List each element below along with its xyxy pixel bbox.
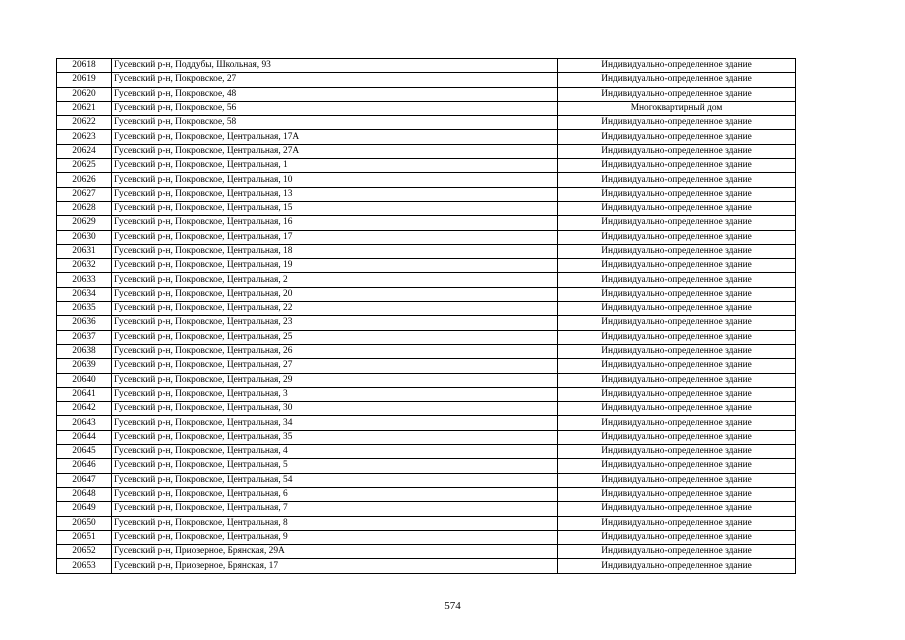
cell-type: Индивидуально-определенное здание [558,344,796,358]
cell-id: 20632 [57,259,112,273]
cell-type: Индивидуально-определенное здание [558,230,796,244]
table-row [57,330,796,344]
cell-address: Гусевский р-н, Покровское, Центральная, 1 [112,159,558,173]
cell-id: 20639 [57,359,112,373]
cell-id: 20648 [57,487,112,501]
cell-id: 20629 [57,216,112,230]
cell-type: Индивидуально-определенное здание [558,130,796,144]
cell-address: Гусевский р-н, Покровское, Центральная, 35 [112,430,558,444]
table-row [57,545,796,559]
cell-id: 20651 [57,530,112,544]
cell-id: 20630 [57,230,112,244]
cell-type: Индивидуально-определенное здание [558,259,796,273]
cell-id: 20623 [57,130,112,144]
cell-type: Индивидуально-определенное здание [558,173,796,187]
cell-id: 20642 [57,402,112,416]
cell-address: Гусевский р-н, Покровское, Центральная, 19 [112,259,558,273]
table-row [57,101,796,115]
cell-address: Гусевский р-н, Покровское, Центральная, 23 [112,316,558,330]
cell-type: Индивидуально-определенное здание [558,73,796,87]
table-row [57,559,796,573]
cell-type: Индивидуально-определенное здание [558,545,796,559]
table-row [57,402,796,416]
table-row [57,459,796,473]
cell-address: Гусевский р-н, Покровское, Центральная, 54 [112,473,558,487]
cell-type: Индивидуально-определенное здание [558,416,796,430]
cell-id: 20625 [57,159,112,173]
cell-id: 20620 [57,87,112,101]
cell-id: 20628 [57,201,112,215]
cell-address: Гусевский р-н, Покровское, Центральная, 13 [112,187,558,201]
cell-address: Гусевский р-н, Покровское, 48 [112,87,558,101]
cell-type: Индивидуально-определенное здание [558,487,796,501]
cell-id: 20634 [57,287,112,301]
cell-type: Индивидуально-определенное здание [558,359,796,373]
cell-type: Индивидуально-определенное здание [558,159,796,173]
table-row [57,244,796,258]
cell-type: Индивидуально-определенное здание [558,302,796,316]
cell-type: Индивидуально-определенное здание [558,330,796,344]
cell-address: Гусевский р-н, Покровское, Центральная, 7 [112,502,558,516]
cell-type: Индивидуально-определенное здание [558,516,796,530]
table-row [57,59,796,73]
cell-type: Индивидуально-определенное здание [558,144,796,158]
table-row [57,73,796,87]
cell-id: 20624 [57,144,112,158]
cell-id: 20621 [57,101,112,115]
table-row [57,430,796,444]
table-row [57,530,796,544]
cell-type: Индивидуально-определенное здание [558,116,796,130]
cell-address: Гусевский р-н, Покровское, Центральная, 17А [112,130,558,144]
cell-type: Индивидуально-определенное здание [558,402,796,416]
cell-address: Гусевский р-н, Покровское, Центральная, 27А [112,144,558,158]
cell-address: Гусевский р-н, Покровское, Центральная, 34 [112,416,558,430]
table-row [57,173,796,187]
cell-id: 20635 [57,302,112,316]
cell-type: Многоквартирный дом [558,101,796,115]
cell-type: Индивидуально-определенное здание [558,87,796,101]
cell-type: Индивидуально-определенное здание [558,201,796,215]
cell-address: Гусевский р-н, Поддубы, Школьная, 93 [112,59,558,73]
table-row [57,187,796,201]
cell-id: 20646 [57,459,112,473]
cell-address: Гусевский р-н, Покровское, Центральная, 25 [112,330,558,344]
cell-address: Гусевский р-н, Покровское, Центральная, 8 [112,516,558,530]
cell-type: Индивидуально-определенное здание [558,473,796,487]
table-row [57,445,796,459]
page-number: 574 [444,600,461,612]
cell-type: Индивидуально-определенное здание [558,216,796,230]
cell-address: Гусевский р-н, Покровское, Центральная, 18 [112,244,558,258]
table-row [57,487,796,501]
table-row [57,216,796,230]
cell-type: Индивидуально-определенное здание [558,287,796,301]
cell-address: Гусевский р-н, Покровское, Центральная, 20 [112,287,558,301]
cell-address: Гусевский р-н, Приозерное, Брянская, 29А [112,545,558,559]
cell-type: Индивидуально-определенное здание [558,387,796,401]
cell-address: Гусевский р-н, Покровское, Центральная, 30 [112,402,558,416]
cell-id: 20631 [57,244,112,258]
table-row [57,473,796,487]
cell-address: Гусевский р-н, Покровское, Центральная, 9 [112,530,558,544]
cell-id: 20650 [57,516,112,530]
table-row [57,373,796,387]
cell-address: Гусевский р-н, Покровское, Центральная, 10 [112,173,558,187]
cell-address: Гусевский р-н, Покровское, Центральная, 15 [112,201,558,215]
table-row [57,516,796,530]
cell-type: Индивидуально-определенное здание [558,530,796,544]
table-row [57,87,796,101]
table-row [57,259,796,273]
cell-id: 20647 [57,473,112,487]
cell-type: Индивидуально-определенное здание [558,316,796,330]
cell-id: 20618 [57,59,112,73]
cell-type: Индивидуально-определенное здание [558,430,796,444]
table-row [57,416,796,430]
table-row [57,387,796,401]
cell-id: 20643 [57,416,112,430]
cell-id: 20644 [57,430,112,444]
cell-type: Индивидуально-определенное здание [558,445,796,459]
table-row [57,359,796,373]
cell-address: Гусевский р-н, Покровское, Центральная, 3 [112,387,558,401]
cell-id: 20626 [57,173,112,187]
cell-address: Гусевский р-н, Приозерное, Брянская, 17 [112,559,558,573]
cell-id: 20649 [57,502,112,516]
cell-id: 20652 [57,545,112,559]
table-row [57,344,796,358]
cell-type: Индивидуально-определенное здание [558,559,796,573]
table-row [57,116,796,130]
cell-id: 20622 [57,116,112,130]
cell-id: 20619 [57,73,112,87]
cell-id: 20636 [57,316,112,330]
registry-table-body [57,59,796,574]
cell-id: 20627 [57,187,112,201]
cell-address: Гусевский р-н, Покровское, Центральная, 29 [112,373,558,387]
table-row [57,316,796,330]
cell-id: 20633 [57,273,112,287]
cell-type: Индивидуально-определенное здание [558,459,796,473]
cell-id: 20653 [57,559,112,573]
cell-address: Гусевский р-н, Покровское, Центральная, 6 [112,487,558,501]
cell-address: Гусевский р-н, Покровское, 58 [112,116,558,130]
cell-address: Гусевский р-н, Покровское, Центральная, 26 [112,344,558,358]
table-row [57,201,796,215]
cell-address: Гусевский р-н, Покровское, Центральная, 27 [112,359,558,373]
cell-address: Гусевский р-н, Покровское, 56 [112,101,558,115]
cell-type: Индивидуально-определенное здание [558,244,796,258]
cell-address: Гусевский р-н, Покровское, Центральная, 17 [112,230,558,244]
cell-type: Индивидуально-определенное здание [558,59,796,73]
registry-table [56,58,796,574]
table-row [57,273,796,287]
cell-type: Индивидуально-определенное здание [558,187,796,201]
table-row [57,502,796,516]
cell-address: Гусевский р-н, Покровское, 27 [112,73,558,87]
cell-type: Индивидуально-определенное здание [558,373,796,387]
cell-type: Индивидуально-определенное здание [558,273,796,287]
cell-address: Гусевский р-н, Покровское, Центральная, 22 [112,302,558,316]
cell-address: Гусевский р-н, Покровское, Центральная, 2 [112,273,558,287]
cell-id: 20638 [57,344,112,358]
table-row [57,302,796,316]
table-row [57,144,796,158]
cell-address: Гусевский р-н, Покровское, Центральная, 5 [112,459,558,473]
cell-address: Гусевский р-н, Покровское, Центральная, 4 [112,445,558,459]
cell-id: 20637 [57,330,112,344]
cell-id: 20641 [57,387,112,401]
cell-id: 20640 [57,373,112,387]
table-row [57,287,796,301]
cell-id: 20645 [57,445,112,459]
table-row [57,159,796,173]
table-row [57,230,796,244]
cell-type: Индивидуально-определенное здание [558,502,796,516]
cell-address: Гусевский р-н, Покровское, Центральная, 16 [112,216,558,230]
table-row [57,130,796,144]
